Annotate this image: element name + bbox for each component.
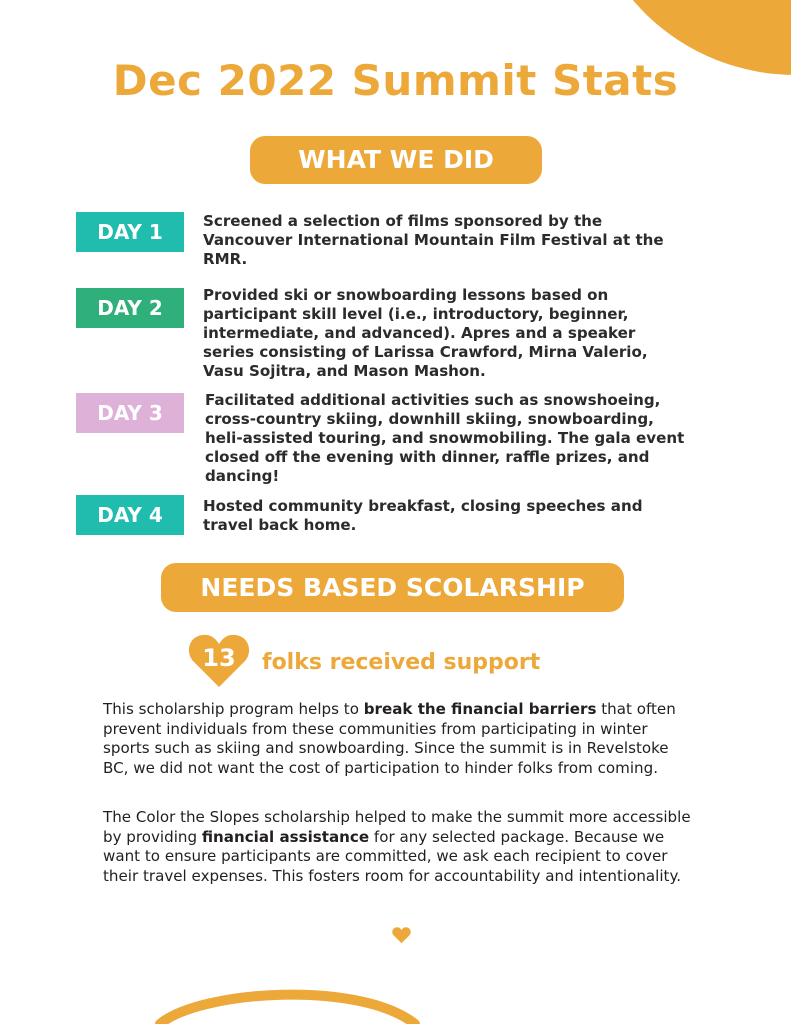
count-badge: [188, 632, 250, 688]
day-1-badge: DAY 1: [76, 212, 184, 252]
page-title: Dec 2022 Summit Stats: [112, 56, 679, 105]
day-4-badge: DAY 4: [76, 495, 184, 535]
emphasis-financial-barriers: break the financial barriers: [363, 700, 597, 718]
scholarship-paragraph-1: This scholarship program helps to break the financial barriers that often prevent individuals from these communities from participating in winter sports such as skiing and snowboarding. Since the summit is in Revelstoke BC, we did not want the cost of participation to hinder folks from coming.: [103, 700, 676, 777]
divider-heart-icon: [392, 926, 411, 944]
section-heading-scholarship: NEEDS BASED SCOLARSHIP: [161, 563, 624, 612]
day-2-badge: DAY 2: [76, 288, 184, 328]
section-heading-what-we-did: WHAT WE DID: [250, 136, 542, 184]
day-1-description: Screened a selection of films sponsored by the Vancouver International Mountain Film Festival at the RMR.: [203, 212, 664, 268]
day-4-description: Hosted community breakfast, closing speeches and travel back home.: [203, 497, 643, 534]
emphasis-financial-assistance: financial assistance: [201, 827, 370, 846]
supported-count: 13: [202, 644, 236, 672]
decorative-arc-bottom: [150, 975, 420, 1024]
day-2-description: Provided ski or snowboarding lessons based on participant skill level (i.e., introductory, beginner, intermediate, and advanced). Apres and a speaker series consisting of Larissa Crawford, Mirna Valerio, Vasu Sojitra, and Mason Mashon.: [203, 286, 648, 380]
scholarship-paragraph-2: The Color the Slopes scholarship helped to make the summit more accessible by providing financial assistance for any selected package. Because we want to ensure participants are committed, we ask each recipient to cover their travel expenses. This fosters room for accountability and intentionality.: [103, 808, 691, 885]
day-3-badge: DAY 3: [76, 393, 184, 433]
supported-label: folks received support: [262, 650, 541, 675]
day-3-description: Facilitated additional activities such as snowshoeing, cross-country skiing, downhill skiing, snowboarding, heli-assisted touring, and snowmobiling. The gala event closed off the evening with dinner, raffle prizes, and dancing!: [205, 391, 685, 485]
